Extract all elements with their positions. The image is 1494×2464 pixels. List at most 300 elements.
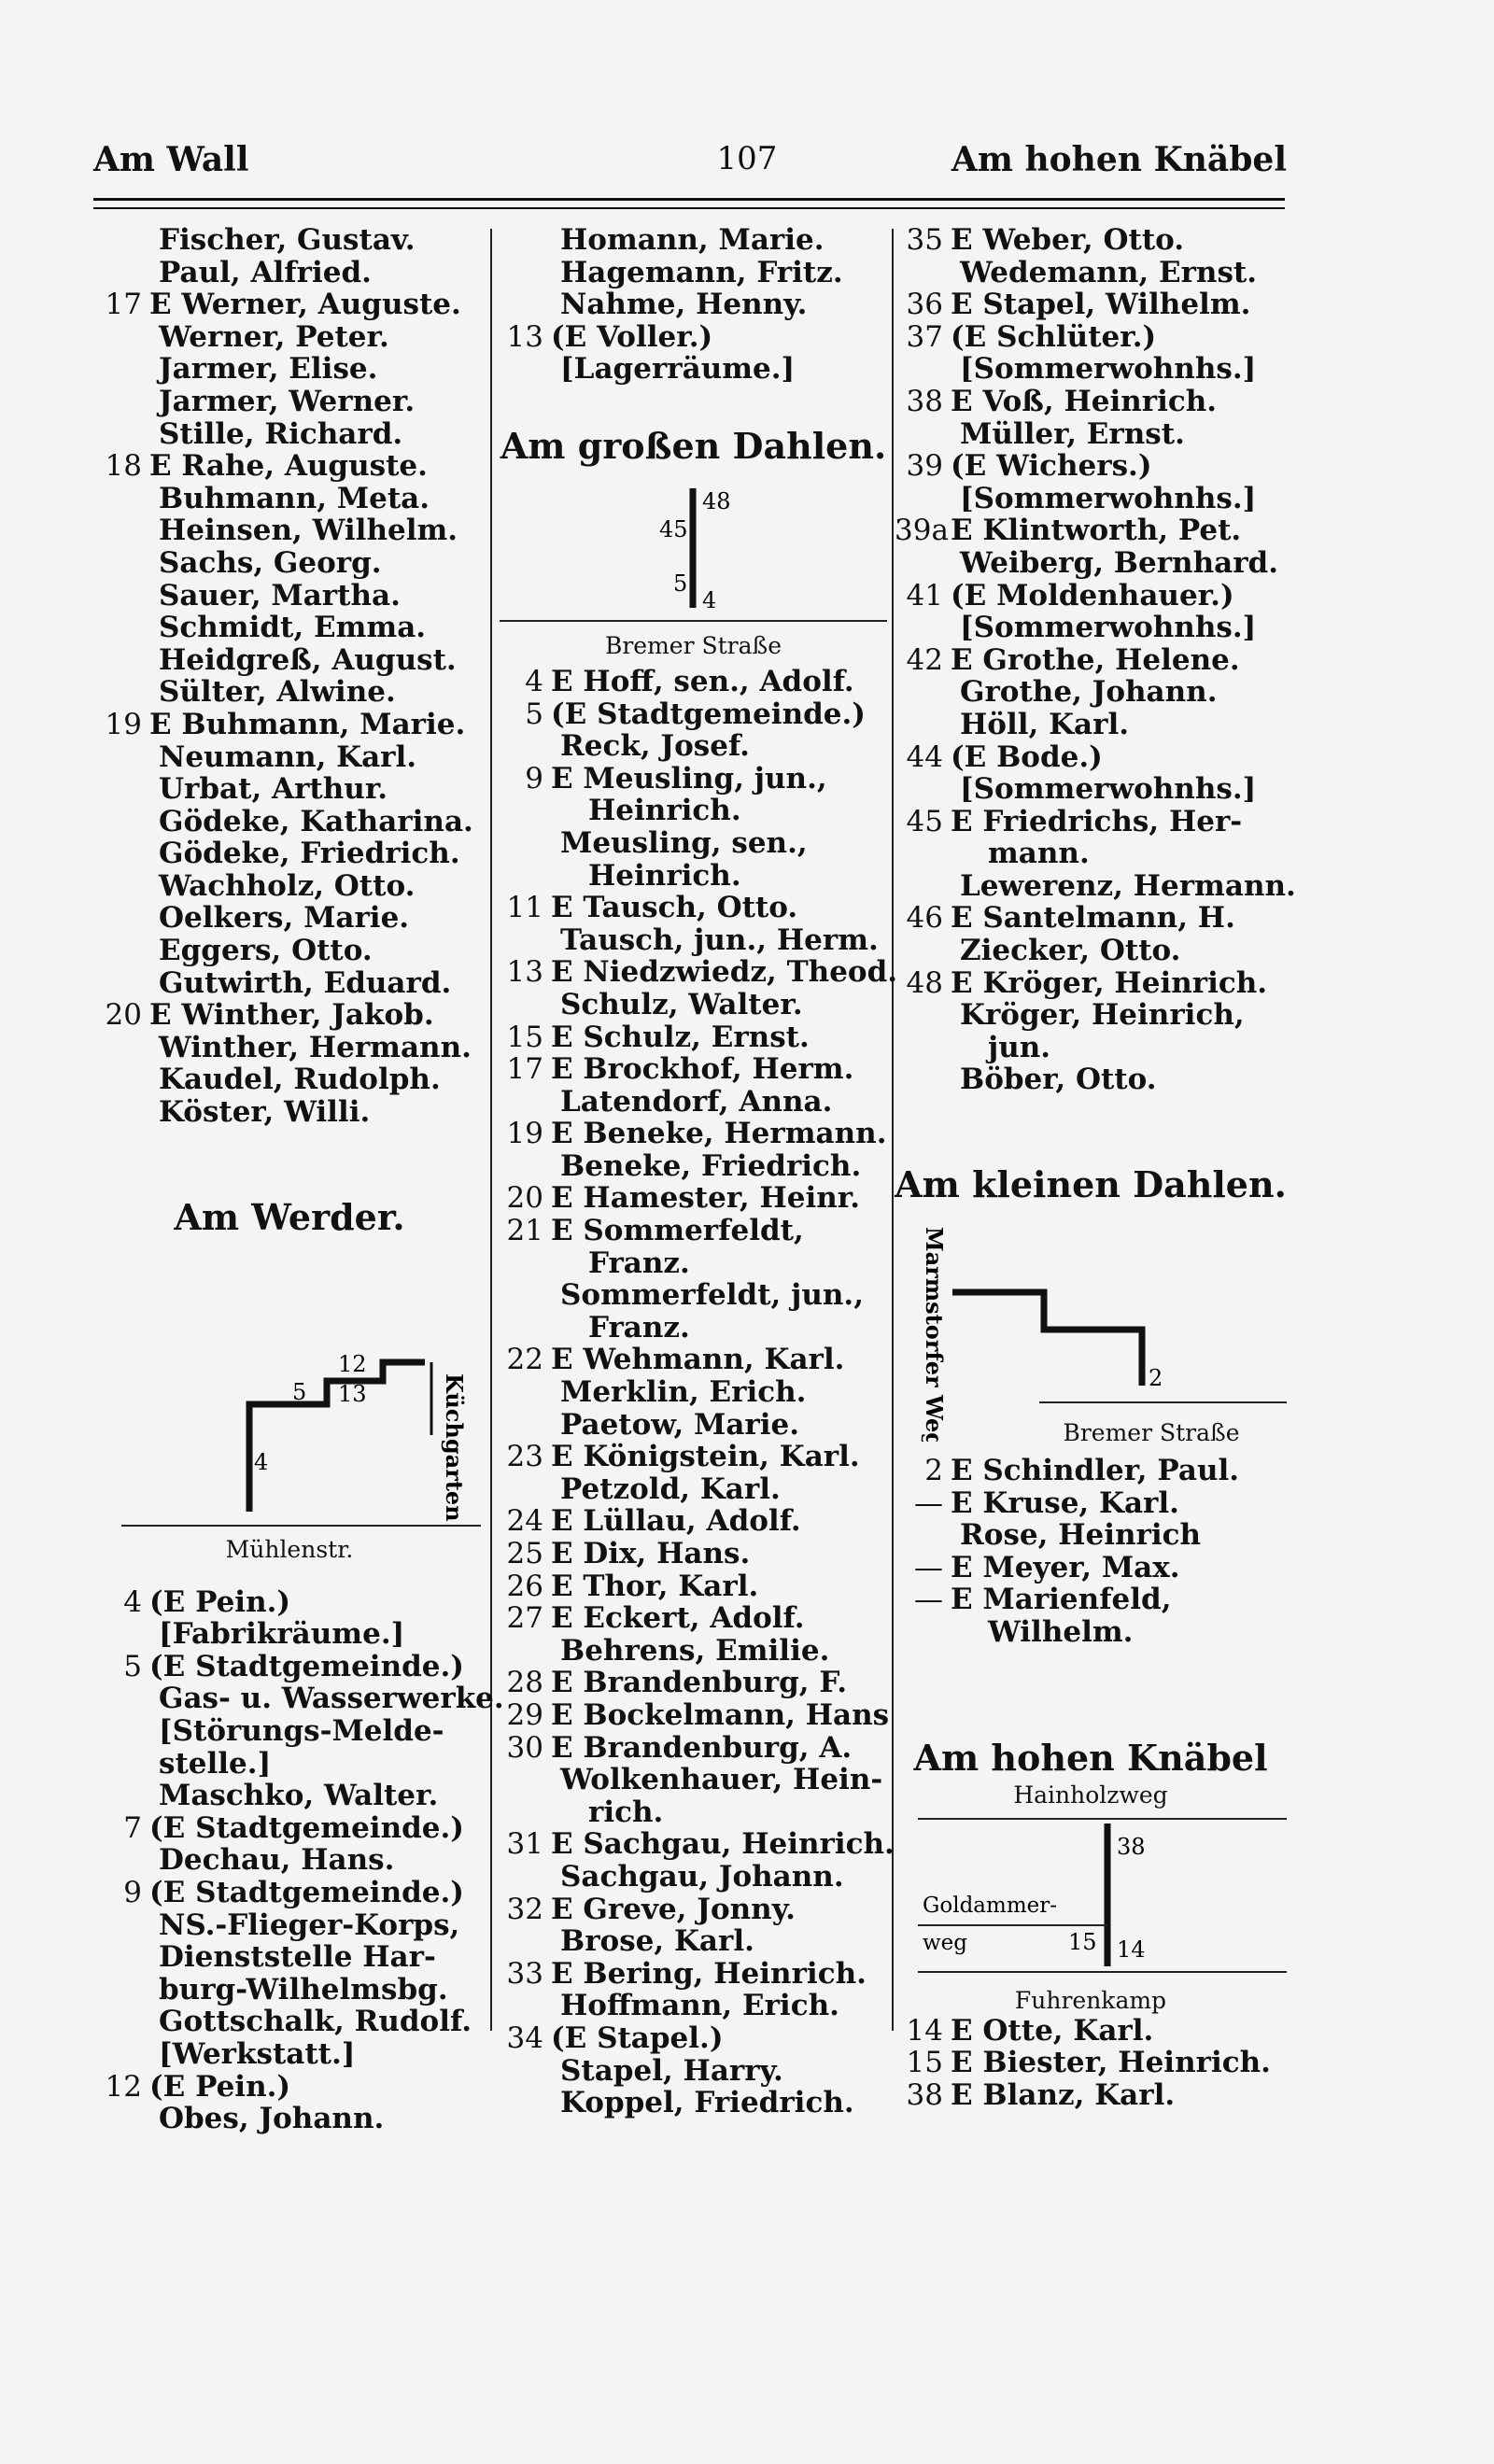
- directory-entry: [495, 1796, 892, 1829]
- directory-entry: [495, 989, 892, 1021]
- resident-name: E Königstein, Karl.: [551, 1440, 860, 1474]
- resident-name: Paul, Alfried.: [159, 255, 372, 289]
- house-number: 38: [906, 2077, 943, 2112]
- directory-entry: [93, 676, 486, 709]
- house-number: 25: [506, 1537, 543, 1570]
- house-number: 19: [506, 1117, 543, 1151]
- resident-name: E Kröger, Heinrich.: [951, 965, 1268, 1000]
- directory-entry: [495, 1344, 892, 1376]
- house-number: 35: [906, 223, 943, 257]
- house-number: 22: [506, 1343, 543, 1377]
- resident-name: Köster, Willi.: [159, 1095, 371, 1130]
- resident-name: Gödeke, Katharina.: [159, 804, 473, 838]
- directory-entry: [93, 1974, 486, 2006]
- column-separator-2: [892, 229, 894, 2031]
- directory-entry: [895, 709, 1287, 741]
- directory-entry: [93, 1586, 486, 1619]
- resident-name: Franz.: [588, 1246, 690, 1280]
- directory-entry: [495, 2055, 892, 2088]
- house-number: 7: [123, 1810, 142, 1845]
- house-number: 4: [123, 1584, 142, 1619]
- resident-name: (E Stadtgemeinde.): [149, 1810, 464, 1845]
- house-number: 32: [506, 1892, 543, 1926]
- resident-name: (E Schlüter.): [951, 319, 1157, 354]
- resident-name: E Buhmann, Marie.: [149, 707, 466, 741]
- resident-name: E Klintworth, Pet.: [951, 514, 1242, 548]
- directory-entry: [93, 1651, 486, 1683]
- directory-entry: [895, 838, 1287, 870]
- directory-entry: [895, 2079, 1287, 2112]
- directory-entry: [93, 1877, 486, 1909]
- map-number: 38: [1117, 1833, 1146, 1860]
- resident-name: Nahme, Henny.: [560, 288, 808, 322]
- directory-entry: [895, 386, 1287, 418]
- resident-name: Kröger, Heinrich,: [960, 998, 1245, 1033]
- resident-name: Lewerenz, Hermann.: [960, 868, 1296, 903]
- directory-entry: [495, 289, 892, 321]
- resident-name: mann.: [988, 837, 1090, 871]
- house-number: 9: [123, 1875, 142, 1909]
- resident-name: E Brockhof, Herm.: [551, 1052, 854, 1087]
- directory-entry: [93, 289, 486, 321]
- resident-name: Stille, Richard.: [159, 416, 403, 451]
- street-label-bremer-strasse: Bremer Straße: [604, 631, 782, 659]
- resident-name: E Dix, Hans.: [551, 1537, 751, 1570]
- street-label-muehlenstr: Mühlenstr.: [225, 1535, 354, 1563]
- map-number: 12: [338, 1350, 367, 1377]
- directory-entry: [895, 418, 1287, 451]
- resident-name: E Meyer, Max.: [951, 1550, 1180, 1584]
- directory-entry: [93, 1715, 486, 1748]
- street-label-hainholzweg: Hainholzweg: [1013, 1781, 1168, 1809]
- house-number: 26: [506, 1569, 543, 1603]
- resident-name: (E Voller.): [551, 319, 713, 354]
- directory-entry: [93, 935, 486, 967]
- directory-entry: [93, 1748, 486, 1781]
- directory-entry: [895, 773, 1287, 806]
- resident-name: (E Wichers.): [951, 449, 1152, 484]
- directory-entry: [495, 955, 898, 990]
- directory-entry: [895, 514, 1287, 547]
- directory-entry: [495, 1150, 892, 1183]
- entries-am-grossen-dahlen-cont: [895, 223, 1296, 1097]
- resident-name: Hagemann, Fritz.: [560, 255, 843, 289]
- directory-entry: [495, 795, 892, 827]
- directory-entry: [93, 1032, 486, 1064]
- directory-entry: [495, 1118, 892, 1150]
- directory-entry: [495, 924, 892, 957]
- section-title-am-kleinen-dahlen: Am kleinen Dahlen.: [895, 1163, 1287, 1206]
- house-number: 15: [906, 2046, 943, 2080]
- resident-name: [Störungs-Melde-: [159, 1714, 444, 1748]
- resident-name: Meusling, sen.,: [560, 825, 808, 860]
- resident-name: E Santelmann, H.: [951, 901, 1235, 936]
- resident-name: E Werner, Auguste.: [149, 288, 461, 322]
- directory-entry: [93, 2103, 486, 2135]
- header-right: Am hohen Knäbel: [951, 140, 1287, 179]
- resident-name: E Beneke, Hermann.: [551, 1117, 887, 1151]
- resident-name: Koppel, Friedrich.: [560, 2086, 854, 2120]
- resident-name: Grothe, Johann.: [960, 675, 1218, 710]
- street-label-fuhrenkamp: Fuhrenkamp: [1014, 1986, 1167, 2014]
- directory-entry: [495, 1376, 892, 1409]
- resident-name: [Sommerwohnhs.]: [960, 481, 1257, 515]
- directory-entry: [495, 1409, 892, 1442]
- house-number: 17: [506, 1052, 543, 1087]
- house-number: 20: [506, 1181, 543, 1216]
- house-number: 17: [105, 288, 142, 322]
- directory-entry: [495, 1021, 892, 1054]
- resident-name: rich.: [588, 1795, 664, 1829]
- resident-name: (E Pein.): [149, 2069, 291, 2104]
- resident-name: [Sommerwohnhs.]: [960, 772, 1257, 807]
- resident-name: E Brandenburg, F.: [551, 1666, 848, 1700]
- directory-entry: [93, 1682, 504, 1716]
- entries-am-wall: [93, 224, 486, 1129]
- house-number: 39: [906, 449, 943, 484]
- directory-entry: [495, 1182, 892, 1215]
- house-number: 34: [506, 2020, 543, 2055]
- resident-name: E Stapel, Wilhelm.: [951, 288, 1251, 322]
- directory-entry: [895, 2047, 1287, 2079]
- directory-entry: [495, 1053, 892, 1086]
- house-number: 9: [525, 761, 543, 796]
- side-street-marmstorfer-weg: Marmstorfer Weg: [921, 1227, 948, 1443]
- resident-name: Ziecker, Otto.: [960, 934, 1181, 968]
- entries-am-kleinen-dahlen: [895, 1455, 1287, 1649]
- map-number: 14: [1117, 1936, 1146, 1963]
- resident-name: Heinsen, Wilhelm.: [159, 514, 458, 548]
- directory-entry: [895, 1552, 1287, 1584]
- directory-entry: [495, 1635, 892, 1668]
- directory-entry: [93, 321, 486, 354]
- directory-entry: [895, 1063, 1287, 1096]
- map-number: 4: [254, 1448, 269, 1475]
- resident-name: Jarmer, Elise.: [159, 352, 378, 387]
- directory-entry: [495, 1215, 892, 1247]
- directory-entry: [93, 514, 486, 547]
- resident-name: Franz.: [588, 1310, 690, 1345]
- resident-name: [Werkstatt.]: [159, 2036, 356, 2071]
- directory-entry: [895, 1519, 1287, 1552]
- resident-name: Beneke, Friedrich.: [560, 1148, 862, 1183]
- street-map-am-kleinen-dahlen: [895, 1208, 1287, 1442]
- resident-name: Neumann, Karl.: [159, 739, 417, 774]
- resident-name: E Sommerfeldt,: [551, 1214, 804, 1248]
- directory-entry: [495, 763, 892, 796]
- house-number: 38: [906, 384, 943, 418]
- resident-name: burg-Wilhelmsbg.: [159, 1972, 448, 2006]
- directory-entry: [93, 1618, 486, 1651]
- directory-entry: [93, 386, 486, 418]
- resident-name: Homann, Marie.: [560, 223, 825, 257]
- directory-entry: [495, 892, 892, 924]
- resident-name: Werner, Peter.: [159, 319, 389, 354]
- directory-entry: [895, 580, 1287, 612]
- directory-entry: [495, 1990, 892, 2022]
- resident-name: Obes, Johann.: [159, 2102, 385, 2136]
- resident-name: E Weber, Otto.: [951, 223, 1185, 257]
- directory-entry: [495, 1247, 892, 1280]
- house-number: 19: [105, 707, 142, 741]
- directory-entry: [495, 224, 892, 257]
- directory-entry: [895, 2015, 1287, 2048]
- column-separator-1: [490, 229, 492, 2031]
- directory-entry: [895, 483, 1287, 515]
- house-number: 33: [506, 1956, 543, 1991]
- entries-am-hohen-knaebel: [895, 2015, 1287, 2112]
- header-rule-thin: [93, 207, 1285, 209]
- house-number: 23: [506, 1440, 543, 1474]
- page-number: 107: [716, 140, 778, 177]
- resident-name: Heinrich.: [588, 858, 741, 893]
- house-number: 11: [506, 891, 543, 925]
- directory-entry: [93, 1096, 486, 1129]
- house-number: 36: [906, 288, 943, 322]
- directory-entry: [495, 1473, 892, 1506]
- directory-entry: [495, 353, 892, 386]
- resident-name: (E Stadtgemeinde.): [551, 697, 866, 731]
- resident-name: E Marienfeld,: [951, 1583, 1172, 1617]
- resident-name: Schulz, Walter.: [560, 987, 803, 1021]
- directory-entry: [495, 1699, 892, 1732]
- directory-entry: [895, 1032, 1287, 1064]
- directory-entry: [895, 1584, 1287, 1616]
- map-number: 2: [1149, 1365, 1163, 1392]
- directory-entry: [93, 612, 486, 644]
- house-number: —: [914, 1550, 943, 1584]
- resident-name: jun.: [988, 1030, 1051, 1064]
- resident-name: Oelkers, Marie.: [159, 901, 410, 936]
- resident-name: E Wehmann, Karl.: [551, 1343, 845, 1377]
- house-number: 39a: [895, 514, 949, 548]
- resident-name: Eggers, Otto.: [159, 934, 373, 968]
- directory-entry: [495, 1894, 892, 1926]
- directory-entry: [895, 612, 1287, 644]
- resident-name: E Biester, Heinrich.: [951, 2046, 1271, 2080]
- directory-entry: [93, 2038, 486, 2071]
- resident-name: Maschko, Walter.: [159, 1779, 439, 1813]
- side-street-goldammerweg: Goldammer-: [923, 1893, 1058, 1918]
- street-label-bremer-strasse-2: Bremer Straße: [1063, 1419, 1240, 1447]
- resident-name: E Thor, Karl.: [551, 1569, 759, 1603]
- directory-entry: [93, 1941, 486, 1974]
- resident-name: Gottschalk, Rudolf.: [159, 2005, 472, 2039]
- resident-name: Hoffmann, Erich.: [560, 1989, 839, 2023]
- directory-entry: [495, 827, 892, 860]
- resident-name: E Hamester, Heinr.: [551, 1181, 861, 1216]
- directory-entry: [93, 580, 486, 612]
- map-number: 5: [292, 1378, 307, 1405]
- resident-name: Sommerfeldt, jun.,: [560, 1278, 865, 1313]
- resident-name: Fischer, Gustav.: [159, 223, 416, 257]
- directory-entry: [895, 644, 1287, 677]
- directory-entry: [495, 2022, 892, 2055]
- directory-entry: [895, 806, 1287, 838]
- directory-entry: [495, 1958, 892, 1991]
- directory-entry: [93, 773, 486, 806]
- resident-name: Merklin, Erich.: [560, 1375, 807, 1410]
- resident-name: E Kruse, Karl.: [951, 1485, 1179, 1520]
- resident-name: Gödeke, Friedrich.: [159, 837, 460, 871]
- directory-entry: [895, 868, 1296, 903]
- entries-am-wall-cont: [495, 224, 892, 386]
- directory-entry: [895, 999, 1287, 1032]
- directory-entry: [495, 1667, 892, 1699]
- resident-name: Dechau, Hans.: [159, 1843, 395, 1878]
- resident-name: Stapel, Harry.: [560, 2053, 783, 2088]
- resident-name: Wedemann, Ernst.: [960, 255, 1258, 289]
- resident-name: Heidgreß, August.: [159, 642, 457, 677]
- map-number: 15: [1068, 1928, 1097, 1955]
- resident-name: E Brandenburg, A.: [551, 1730, 853, 1765]
- resident-name: Dienststelle Har-: [159, 1940, 436, 1975]
- directory-entry: [93, 644, 486, 677]
- directory-entry: [495, 1602, 892, 1635]
- resident-name: E Meusling, jun.,: [551, 761, 827, 796]
- section-title-am-werder: Am Werder.: [174, 1195, 405, 1238]
- resident-name: Müller, Ernst.: [960, 416, 1185, 451]
- resident-name: Buhmann, Meta.: [159, 481, 430, 515]
- directory-entry: [93, 418, 486, 451]
- house-number: —: [914, 1485, 943, 1520]
- resident-name: [Fabrikräume.]: [159, 1617, 405, 1652]
- directory-entry: [93, 1909, 486, 1942]
- resident-name: E Eckert, Adolf.: [551, 1601, 805, 1636]
- directory-entry: [93, 741, 486, 774]
- resident-name: E Grothe, Helene.: [951, 642, 1240, 677]
- directory-entry: [93, 902, 486, 935]
- house-number: 44: [906, 739, 943, 774]
- header-rule: [93, 198, 1285, 201]
- house-number: 41: [906, 578, 943, 612]
- resident-name: Weiberg, Bernhard.: [960, 545, 1278, 580]
- house-number: 5: [525, 697, 543, 731]
- resident-name: Wilhelm.: [988, 1615, 1134, 1649]
- resident-name: Jarmer, Werner.: [159, 384, 416, 418]
- house-number: 24: [506, 1504, 543, 1539]
- directory-entry: [495, 730, 892, 763]
- resident-name: E Friedrichs, Her-: [951, 804, 1243, 838]
- house-number: 13: [506, 955, 543, 990]
- directory-entry: [495, 1441, 892, 1473]
- directory-entry: [93, 967, 486, 1000]
- directory-entry: [895, 1455, 1287, 1487]
- resident-name: E Rahe, Auguste.: [149, 449, 428, 484]
- resident-name: Sachs, Georg.: [159, 545, 382, 580]
- directory-entry: [93, 224, 486, 257]
- house-number: 13: [506, 319, 543, 354]
- directory-entry: [895, 353, 1287, 386]
- directory-entry: [895, 967, 1287, 1000]
- directory-entry: [495, 1732, 892, 1765]
- directory-entry: [93, 483, 486, 515]
- directory-entry: [93, 1812, 486, 1845]
- house-number: 29: [506, 1697, 543, 1732]
- resident-name: E Voß, Heinrich.: [951, 384, 1218, 418]
- house-number: 31: [506, 1827, 543, 1862]
- resident-name: Kaudel, Rudolph.: [159, 1063, 441, 1097]
- resident-name: (E Moldenhauer.): [951, 578, 1234, 612]
- house-number: 12: [105, 2069, 142, 2104]
- house-number: 37: [906, 319, 943, 354]
- directory-entry: [495, 1279, 892, 1312]
- directory-entry: [93, 1780, 486, 1812]
- directory-entry: [895, 321, 1287, 354]
- resident-name: Behrens, Emilie.: [560, 1633, 830, 1668]
- house-number: 4: [525, 664, 543, 698]
- house-number: 46: [906, 901, 943, 936]
- header-left: Am Wall: [93, 140, 249, 179]
- directory-entry: [495, 1925, 892, 1958]
- section-title-am-hohen-knaebel: Am hohen Knäbel: [913, 1736, 1268, 1779]
- side-street-goldammerweg-2: weg: [923, 1930, 968, 1955]
- resident-name: E Winther, Jakob.: [149, 998, 434, 1033]
- map-number: 13: [338, 1380, 367, 1407]
- street-map-am-hohen-knaebel: [895, 1809, 1287, 1996]
- directory-entry: [495, 321, 892, 354]
- resident-name: E Greve, Jonny.: [551, 1892, 796, 1926]
- directory-entry: [93, 1844, 486, 1877]
- house-number: 14: [906, 2013, 943, 2048]
- directory-entry: [895, 902, 1287, 935]
- directory-entry: [895, 257, 1287, 289]
- house-number: 15: [506, 1020, 543, 1054]
- resident-name: E Schulz, Ernst.: [551, 1020, 810, 1054]
- house-number: 27: [506, 1601, 543, 1636]
- resident-name: E Sachgau, Heinrich.: [551, 1827, 895, 1862]
- directory-entry: [895, 741, 1287, 774]
- resident-name: Heinrich.: [588, 794, 741, 828]
- house-number: —: [914, 1583, 943, 1617]
- column-1: [93, 223, 504, 2136]
- directory-entry: [93, 1063, 486, 1096]
- directory-entry: [93, 709, 486, 741]
- directory-entry: [895, 935, 1287, 967]
- resident-name: Winther, Hermann.: [159, 1030, 472, 1064]
- directory-entry: [495, 1538, 892, 1570]
- directory-entry: [93, 838, 486, 870]
- resident-name: E Bockelmann, Hans: [551, 1697, 890, 1732]
- directory-entry: [495, 1764, 892, 1796]
- resident-name: (E Pein.): [149, 1584, 291, 1619]
- house-number: 5: [123, 1649, 142, 1683]
- house-number: 2: [924, 1454, 943, 1488]
- resident-name: Gas- u. Wasserwerke.: [159, 1682, 504, 1716]
- directory-entry: [495, 860, 892, 893]
- resident-name: [Sommerwohnhs.]: [960, 611, 1257, 645]
- directory-entry: [895, 289, 1287, 321]
- resident-name: stelle.]: [159, 1746, 272, 1781]
- map-number: 5: [673, 570, 688, 597]
- resident-name: E Bering, Heinrich.: [551, 1956, 867, 1991]
- resident-name: Böber, Otto.: [960, 1063, 1157, 1097]
- directory-entry: [895, 224, 1287, 257]
- directory-entry: [93, 450, 486, 483]
- resident-name: Brose, Karl.: [560, 1924, 754, 1959]
- map-number: 48: [702, 487, 731, 514]
- directory-entry: [495, 1827, 895, 1862]
- house-number: 45: [906, 804, 943, 838]
- resident-name: Sauer, Martha.: [159, 578, 401, 612]
- directory-entry: [895, 1487, 1287, 1520]
- house-number: 28: [506, 1666, 543, 1700]
- resident-name: E Lüllau, Adolf.: [551, 1504, 801, 1539]
- resident-name: Wolkenhauer, Hein-: [560, 1763, 883, 1797]
- resident-name: (E Stadtgemeinde.): [149, 1649, 464, 1683]
- resident-name: Höll, Karl.: [960, 707, 1130, 741]
- directory-entry: [895, 676, 1287, 709]
